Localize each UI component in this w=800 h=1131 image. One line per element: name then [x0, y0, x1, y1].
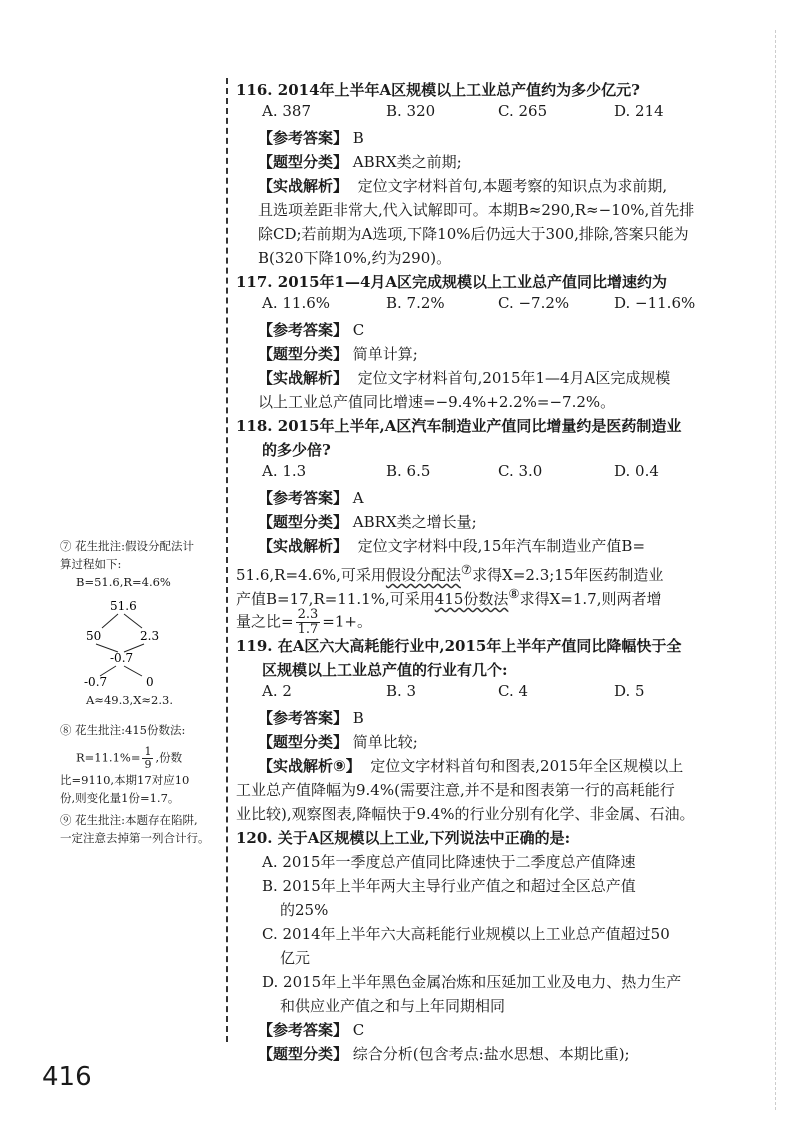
- option-a: A. 387: [262, 102, 311, 120]
- option-d-cont: 和供应业产值之和与上年同期相同: [280, 997, 506, 1015]
- right-margin-line: [775, 30, 776, 1110]
- answer-value: C: [352, 321, 365, 339]
- option-c-cont: 亿元: [280, 949, 311, 967]
- answer-value: B: [352, 129, 364, 147]
- option-b-cont: 的25%: [280, 901, 329, 919]
- note-8-line: 比=9110,本期17对应10: [60, 773, 190, 787]
- answer-label: 【参考答案】: [258, 321, 349, 339]
- analysis-text: 以上工业总产值同比增速=−9.4%+2.2%=−7.2%。: [258, 393, 616, 411]
- analysis-text: 除CD;若前期为A选项,下降10%后仍远大于300,排除,答案只能为: [258, 225, 689, 243]
- analysis-row: [258, 174, 667, 198]
- answer-row: [258, 486, 364, 510]
- analysis-text: 定位文字材料首句和图表,2015年全区规模以上: [370, 757, 684, 775]
- type-label: 【题型分类】: [258, 513, 349, 531]
- option-c: C. 4: [498, 682, 529, 700]
- type-row: [258, 1042, 630, 1066]
- type-row: [258, 730, 418, 754]
- type-value: ABRX类之增长量;: [352, 513, 477, 531]
- analysis-row: [258, 366, 670, 390]
- analysis-text: 定位文字材料首句,2015年1—4月A区完成规模: [357, 369, 671, 387]
- answer-label: 【参考答案】: [258, 1021, 349, 1039]
- analysis-text: 工业总产值降幅为9.4%(需要注意,并不是和图表第一行的高耗能行: [236, 781, 675, 799]
- fraction-numerator: 2.3: [297, 607, 319, 622]
- question-116: 116. 2014年上半年A区规模以上工业总产值约为多少亿元?: [236, 81, 640, 99]
- answer-value: B: [352, 709, 364, 727]
- fraction-numerator: 1: [144, 745, 152, 758]
- analysis-label: 【实战解析】: [258, 177, 349, 195]
- type-label: 【题型分类】: [258, 345, 349, 363]
- analysis-span: 量之比=: [236, 612, 294, 631]
- answer-row: [258, 1018, 364, 1042]
- note-7-line: B=51.6,R=4.6%: [76, 575, 171, 589]
- analysis-label: 【实战解析】: [258, 369, 349, 387]
- footnote-ref: ⑦: [460, 562, 473, 577]
- analysis-row: [258, 754, 683, 778]
- question-119-cont: 区规模以上工业总产值的行业有几个:: [262, 661, 508, 679]
- type-label: 【题型分类】: [258, 1045, 349, 1063]
- option-a: A. 11.6%: [262, 294, 331, 312]
- tree-edge: [124, 614, 142, 628]
- analysis-span: 求得X=2.3;15年医药制造业: [472, 566, 664, 584]
- question-118: 118. 2015年上半年,A区汽车制造业产值同比增量约是医药制造业: [236, 417, 682, 435]
- tree-node-left: 50: [86, 629, 102, 643]
- tree-node-right: 2.3: [140, 629, 160, 643]
- analysis-text: 且选项差距非常大,代入试解即可。本期B≈290,R≈−10%,首先排: [258, 201, 695, 219]
- note-9-line: ⑨ 花生批注:本题存在陷阱,: [60, 813, 198, 827]
- option-b: B. 3: [386, 682, 417, 700]
- analysis-span: 51.6,R=4.6%,可采用: [236, 566, 386, 584]
- analysis-text: 业比较),观察图表,降幅快于9.4%的行业分别有化学、非金属、石油。: [236, 805, 695, 823]
- page-number: 416: [42, 1062, 92, 1092]
- option-d: D. 2015年上半年黑色金属冶炼和压延加工业及电力、热力生产: [262, 973, 682, 991]
- tree-node-leaf-right: 0: [146, 675, 154, 686]
- question-120: 120. 关于A区规模以上工业,下列说法中正确的是:: [236, 829, 571, 847]
- tree-node-leaf-left: -0.7: [84, 675, 108, 686]
- option-c: C. 265: [498, 102, 548, 120]
- type-row: [258, 150, 462, 174]
- analysis-span: 产值B=17,R=11.1%,可采用: [236, 590, 435, 608]
- answer-value: A: [352, 489, 364, 507]
- type-label: 【题型分类】: [258, 153, 349, 171]
- answer-label: 【参考答案】: [258, 709, 349, 727]
- tree-edge: [102, 614, 118, 628]
- fraction: [142, 746, 153, 771]
- analysis-text: 定位文字材料首句,本题考察的知识点为求前期,: [357, 177, 668, 195]
- option-d: D. −11.6%: [614, 294, 696, 312]
- answer-label: 【参考答案】: [258, 129, 349, 147]
- analysis-label: 【实战解析⑨】: [258, 757, 361, 775]
- tree-node-root: 51.6: [110, 599, 137, 613]
- type-value: 简单比较;: [352, 733, 418, 751]
- note-9-line: 一定注意去掉第一列合计行。: [60, 831, 210, 845]
- method-link-415: 415份数法: [434, 590, 509, 608]
- note-8-formula: [76, 746, 182, 771]
- answer-row: [258, 706, 364, 730]
- footnote-ref: ⑧: [508, 586, 520, 601]
- analysis-label: 【实战解析】: [258, 537, 349, 555]
- option-a: A. 2015年一季度总产值同比降速快于二季度总产值降速: [262, 853, 636, 871]
- answer-row: [258, 318, 364, 342]
- option-b: B. 6.5: [386, 462, 431, 480]
- question-117: 117. 2015年1—4月A区完成规模以上工业总产值同比增速约为: [236, 273, 668, 291]
- question-119: 119. 在A区六大高耗能行业中,2015年上半年产值同比降幅快于全: [236, 637, 682, 655]
- note-8-line: 份,则变化量1份=1.7。: [60, 791, 180, 805]
- fraction-denominator: 1.7: [297, 622, 319, 637]
- option-c: C. −7.2%: [498, 294, 570, 312]
- fraction-denominator: 9: [144, 758, 152, 771]
- type-value: 简单计算;: [352, 345, 418, 363]
- question-118-cont: 的多少倍?: [262, 441, 331, 459]
- note-7-line: ⑦ 花生批注:假设分配法计: [60, 539, 195, 553]
- analysis-text: 定位文字材料中段,15年汽车制造业产值B=: [357, 537, 646, 555]
- analysis-span: =1+。: [322, 612, 372, 631]
- option-c: C. 2014年上半年六大高耗能行业规模以上工业总产值超过50: [262, 925, 670, 943]
- type-row: [258, 510, 477, 534]
- answer-value: C: [352, 1021, 365, 1039]
- option-a: A. 1.3: [262, 462, 307, 480]
- tree-result: A≈49.3,X≈2.3.: [86, 693, 173, 707]
- tree-node-mid: -0.7: [110, 651, 134, 665]
- method-link-assume: 假设分配法: [385, 566, 461, 584]
- option-c: C. 3.0: [498, 462, 543, 480]
- margin-divider: [226, 78, 228, 1042]
- option-a: A. 2: [262, 682, 292, 700]
- option-b: B. 2015年上半年两大主导行业产值之和超过全区总产值: [262, 877, 636, 895]
- answer-row: [258, 126, 364, 150]
- tree-edge: [124, 666, 142, 676]
- option-d: D. 214: [614, 102, 664, 120]
- analysis-span: 求得X=1.7,则两者增: [519, 590, 662, 608]
- note-7-line: 算过程如下:: [60, 557, 122, 571]
- type-value: ABRX类之前期;: [352, 153, 462, 171]
- type-value: 综合分析(包含考点:盐水思想、本期比重);: [352, 1045, 630, 1063]
- option-b: B. 7.2%: [386, 294, 445, 312]
- analysis-row: [258, 534, 645, 558]
- type-row: [258, 342, 418, 366]
- option-d: D. 5: [614, 682, 645, 700]
- note-8-span: R=11.1%=: [76, 750, 141, 765]
- answer-label: 【参考答案】: [258, 489, 349, 507]
- note-8-head: ⑧ 花生批注:415份数法:: [60, 723, 186, 737]
- allocation-tree-diagram: [58, 596, 208, 686]
- option-d: D. 0.4: [614, 462, 659, 480]
- note-8-span: ,份数: [155, 750, 183, 765]
- type-label: 【题型分类】: [258, 733, 349, 751]
- analysis-text: [236, 608, 372, 637]
- option-b: B. 320: [386, 102, 436, 120]
- fraction: [296, 608, 321, 637]
- analysis-text: B(320下降10%,约为290)。: [258, 249, 452, 267]
